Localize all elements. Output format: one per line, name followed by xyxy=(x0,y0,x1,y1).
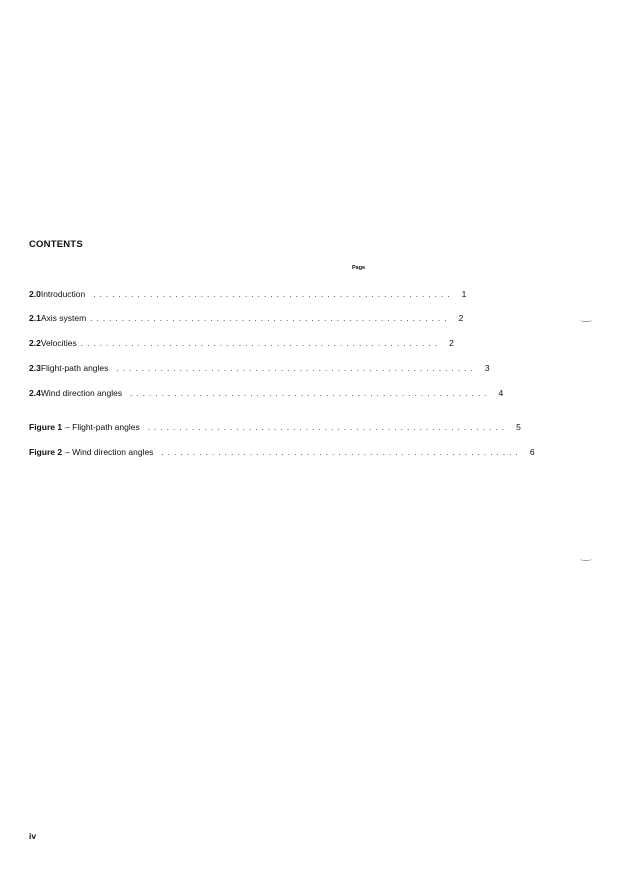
toc-entry[interactable] xyxy=(29,336,454,350)
dot-leader: ......................................................... xyxy=(80,339,442,348)
toc-entry-page: 2 xyxy=(458,313,464,323)
dot-leader: ......................................................... xyxy=(130,389,491,398)
toc-figure-label: Figure 1 xyxy=(29,422,63,432)
toc-entry-title: Introduction xyxy=(40,289,86,299)
contents-heading: CONTENTS xyxy=(29,239,83,250)
toc-entry-page: 4 xyxy=(498,388,504,398)
scan-mark xyxy=(580,557,592,561)
toc-entry[interactable] xyxy=(29,287,467,301)
toc-entry-number: 2.2 xyxy=(29,338,41,348)
toc-entry-page: 3 xyxy=(484,363,490,373)
toc-figure-label: Figure 2 xyxy=(29,447,63,457)
toc-entry[interactable] xyxy=(29,386,504,400)
dot-leader: ......................................................... xyxy=(93,290,454,299)
toc-entry-title: Axis system xyxy=(40,313,87,323)
dot-leader: ......................................................... xyxy=(90,314,451,323)
toc-figure-page: 6 xyxy=(529,447,535,457)
toc-entry-page: 2 xyxy=(449,338,454,348)
dot-leader: ......................................................... xyxy=(161,448,522,457)
toc-entry-title: Flight-path angles xyxy=(40,363,109,373)
toc-figure-title: – Wind direction angles xyxy=(65,447,154,457)
scan-mark xyxy=(580,318,592,322)
toc-figure-page: 5 xyxy=(516,422,521,432)
toc-entry-title: Velocities xyxy=(40,338,77,348)
toc-entry[interactable] xyxy=(29,361,490,375)
toc-entry-number: 2.1 xyxy=(29,313,41,323)
toc-figure-title: – Flight-path angles xyxy=(65,422,140,432)
dot-leader: ......................................................... xyxy=(116,364,477,373)
toc-entry-number: 2.3 xyxy=(29,363,41,373)
toc-figure-entry[interactable] xyxy=(29,445,535,459)
page-column-label: Page xyxy=(352,265,366,271)
page-folio: iv xyxy=(29,831,37,841)
toc-entry-number: 2.4 xyxy=(29,388,41,398)
toc-entry[interactable] xyxy=(29,311,464,325)
toc-entry-page: 1 xyxy=(461,289,467,299)
toc-entry-number: 2.0 xyxy=(29,289,41,299)
toc-figure-entry[interactable] xyxy=(29,420,521,434)
toc-entry-title: Wind direction angles xyxy=(40,388,123,398)
dot-leader: ......................................................... xyxy=(147,423,509,432)
